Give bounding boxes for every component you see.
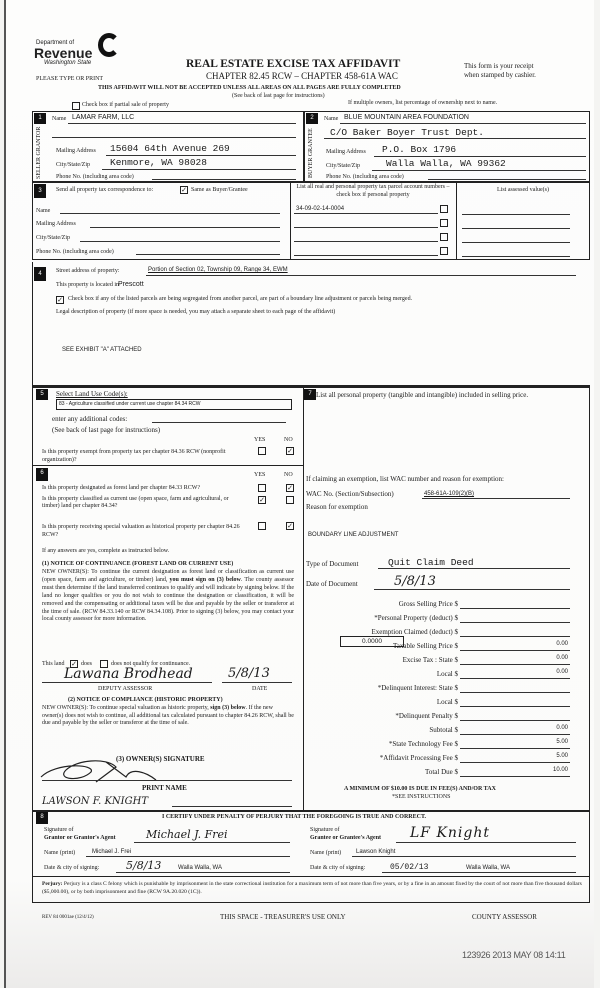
- fee-value[interactable]: 0.00: [556, 641, 568, 647]
- same-as-buyer-checkbox[interactable]: ✓: [181, 186, 187, 194]
- buyer-city[interactable]: Walla Walla, WA 99362: [386, 158, 506, 169]
- fee-value[interactable]: 0.00: [556, 655, 568, 661]
- notice-continuance-text: NEW OWNER(S): To continue the current designation as forest land or classification as current use (open space, farm and agriculture, or timber) land, you must sign on (3) below. The county assessor must then determine if the land transferred continues to qualify and will indicate by signing below. If the land no longer qualifies or you do not wish to continue the designation or classification, it will be removed and the compensating or additional taxes will be due and payable by the seller or transferor at the time of sale. (RCW 84.33.140 or RCW 84.34.108). Prior to signing (3) below, you may contact your local county assessor for more information.: [42, 569, 295, 623]
- segregated-checkbox[interactable]: ✓: [57, 296, 63, 304]
- fee-label: Excise Tax : State $: [402, 656, 458, 664]
- personal-property-checkbox[interactable]: [440, 205, 448, 213]
- exempt-yes-checkbox[interactable]: [258, 447, 266, 455]
- current-use-no-checkbox[interactable]: [286, 496, 294, 504]
- fee-label: Gross Selling Price $: [398, 600, 458, 608]
- grantee-signature: LF Knight: [410, 825, 491, 841]
- historic-no-checkbox[interactable]: ✓: [287, 522, 293, 530]
- fee-label: *Delinquent Interest: State $: [377, 684, 458, 692]
- personal-property-checkbox[interactable]: [440, 233, 448, 241]
- perjury-notice: Perjury: Perjury is a class C felony which is punishable by imprisonment in the state correctional institution for a maximum term of not more than five years, or by a fine in an amount fixed by the court of not more than five thousand dollars ($5,000.00), or by both imprisonment and fine (RCW 9A.20.020 (1C)).: [42, 881, 582, 895]
- personal-property-checkbox[interactable]: [440, 219, 448, 227]
- assessor-signature: Lawana Brodhead: [64, 666, 193, 682]
- property-section: [32, 262, 590, 386]
- cashier-stamp: 123926 2013 MAY 08 14:11: [462, 950, 566, 960]
- fee-value[interactable]: 5.00: [556, 753, 568, 759]
- fee-label: *Personal Property (deduct) $: [374, 614, 458, 622]
- seller-name[interactable]: LAMAR FARM, LLC: [72, 114, 135, 121]
- grantee-sign-city[interactable]: Walla Walla, WA: [466, 865, 511, 871]
- partial-sale-checkbox[interactable]: [72, 102, 80, 110]
- exempt-no-checkbox[interactable]: ✓: [287, 447, 293, 455]
- fee-label: *Delinquent Penalty $: [395, 712, 458, 720]
- form-title: REAL ESTATE EXCISE TAX AFFIDAVIT: [186, 58, 401, 70]
- buyer-mailing[interactable]: P.O. Box 1796: [382, 144, 457, 155]
- seller-city[interactable]: Kenmore, WA 98028: [110, 157, 207, 168]
- legal-description[interactable]: SEE EXHIBIT "A" ATTACHED: [62, 347, 142, 353]
- assessor-date: 5/8/13: [228, 666, 270, 681]
- fee-label: *Affidavit Processing Fee $: [379, 754, 458, 762]
- affidavit-page: Department of Revenue Washington State REAL ESTATE EXCISE TAX AFFIDAVIT CHAPTER 82.45 RCW – CHAPTER 458-61A WAC This form is your receipt when stamped by cashier. PLEASE TYPE OR PRINT THIS AFFIDAVIT WILL NOT BE ACCEPTED UNLESS ALL AREAS ON ALL PAGES ARE FULLY COMPLETED (See back of last page for instructions) Check box if partial sale of property If multiple owners, list percentage of ownership next to name. 1 SELLER GRANTOR Name LAMAR FARM, LLC Mailing Address 15604 64th Avenue 269 City/State/Zip Kenmore, WA 98028 Phone No. (including area code) 2 BUYER GRANTEE Name BLUE MOUNTAIN AREA FOUNDATION C/O Baker Boyer Trust Dept. Mailing Address P.O. Box 1796 City/State/Zip Walla Walla, WA 99362 Phone No. (including area code) 3 Send all property tax correspondence to: ✓ Same as Buyer/Grantee Name Mailing Address City/State/Zip Phone No. (including area code) List all real and personal property tax parcel account numbers – check box if personal property List assessed value(s) 34-09-02-14-0004 4 Street address of property: Portion of Section 02, Township 09, Range 34, EWM This property is located in Prescott ✓ Check box if any of the listed parcels are being segregated from another parcel, are part of a boundary line adjustment or parcels being merged. Legal description of property (if more space is needed, you may attach a separate sheet to each page of the affidavit) SEE EXHIBIT "A" ATTACHED 5 Select Land Use Code(s): 83 - Agriculture classified under current use chapter 84.34 RCW enter any additional codes: (See back of last page for instructions) YES NO Is this property exempt from property tax per chapter 84.36 RCW (nonprofit organization)? ✓ 6 YES NO Is this property designated as forest land per chapter 84.33 RCW? ✓ Is this property classified as current use (open space, farm and agricultural, or timber) land per chapter 84.34? ✓ Is this property receiving special valuation as historical property per chapter 84.26 RCW? ✓ If any answers are yes, complete as instructed below. (1) NOTICE OF CONTINUANCE (FOREST LAND OR CURRENT USE) NEW OWNER(S): To continue the current designation as forest land or classification as current use (open space, farm and agriculture, or timber) land, you must sign on (3) below. The county assessor must then determine if the land transferred continues to qualify and will indicate by signing below. If the land no longer qualifies or you do not wish to continue the designation or classification, it will be removed and the compensating or additional taxes will be due and payable by the seller or transferor at the time of sale. (RCW 84.33.140 or RCW 84.34.108). Prior to signing (3) below, you may contact your local county assessor for more information. This land ✓ does does not qualify for continuance. Lawana Brodhead 5/8/13 DEPUTY ASSESSOR DATE (2) NOTICE OF COMPLIANCE (HISTORIC PROPERTY) NEW OWNER(S): To continue special valuation as historic property, sign (3) below. If the new owner(s) does not wish to continue, all additional tax calculated pursuant to chapter 84.26 RCW, shall be due and payable by the seller or transferor at the time of sale. (3) OWNER(S) SIGNATURE PRINT NAME LAWSON F. KNIGHT 7 List all personal property (tangible and intangible) included in selling price. If claiming an exemption, list WAC number and reason for exemption: WAC No. (Section/Subsection) 458-61A-109(2)(B) Reason for exemption BOUNDARY LINE ADJUSTMENT Type of Document Quit Claim Deed Date of Document 5/8/13 0.0000 Gross Selling Price $ *Personal Property (deduct) $ Exemption Claimed (deduct) $ Taxable Selling Price $ 0.00 Excise Tax : State $ 0.00 Local $ 0.00 *Delinquent Interest: State $ Local $ *Delinquent Penalty $ Subtotal $ 0.00 *State Technology Fee $ 5.00 *Affidavit Processing Fee $ 5.00 Total Due $ 10.00 A MINIMUM OF $10.00 IS DUE IN FEE(S) AND/OR TAX *SEE INSTRUCTIONS 8 I CERTIFY UNDER PENALTY OF PERJURY THAT THE FOREGOING IS TRUE AND CORRECT. Signature of Grantor or Grantor's Agent Michael J. Frei Name (print) Michael J. Frei Date & city of signing: 5/8/13 Walla Walla, WA Signature of Grantee or Grantee's Agent LF Knight Name (print) Lawson Knight Date & city of signing: 05/02/13 Walla Walla, WA Perjury: Perjury is a class C felony which is punishable by imprisonment in the state correctional institution for a maximum term of not more than five years, or by a fine in an amount fixed by the court of not more than five thousand dollars ($5,000.00), or by both imprisonment and fine (RCW 9A.20.020 (1C)). REV 84 0001ae (12/4/12) THIS SPACE - TREASURER'S USE ONLY COUNTY ASSESSOR 123926 2013 MAY 08 14:11: [4, 0, 594, 988]
- street-address[interactable]: Portion of Section 02, Township 09, Range 34, EWM: [148, 267, 288, 273]
- fee-value[interactable]: 5.00: [556, 739, 568, 745]
- document-date[interactable]: 5/8/13: [394, 574, 436, 589]
- local-rate-field[interactable]: 0.0000: [340, 636, 404, 647]
- grantor-print-name[interactable]: Michael J. Frei: [92, 849, 132, 855]
- current-use-yes-checkbox[interactable]: ✓: [259, 496, 265, 504]
- seller-mailing[interactable]: 15604 64th Avenue 269: [110, 143, 230, 154]
- exemption-reason[interactable]: BOUNDARY LINE ADJUSTMENT: [308, 532, 399, 538]
- fee-value[interactable]: 10.00: [552, 767, 568, 773]
- fee-label: Taxable Selling Price $: [392, 642, 458, 650]
- fee-value[interactable]: 0.00: [556, 725, 568, 731]
- wac-number[interactable]: 458-61A-109(2)(B): [424, 491, 475, 497]
- grantee-sign-date[interactable]: 05/02/13: [390, 863, 429, 872]
- qualifies-checkbox[interactable]: ✓: [71, 660, 77, 668]
- forest-yes-checkbox[interactable]: [258, 484, 266, 492]
- grantee-print-name[interactable]: Lawson Knight: [356, 849, 396, 855]
- document-type[interactable]: Quit Claim Deed: [388, 557, 474, 568]
- fee-label: Local $: [436, 670, 458, 678]
- notice-compliance-text: NEW OWNER(S): To continue special valuation as historic property, sign (3) below. If the new owner(s) does not wish to continue, all additional tax calculated pursuant to chapter 84.26 RCW, shall be due and payable by the seller or transferor at the time of sale.: [42, 705, 294, 726]
- grantor-sign-date[interactable]: 5/8/13: [126, 859, 162, 872]
- land-use-code-select[interactable]: 83 - Agriculture classified under current use chapter 84.34 RCW: [56, 399, 292, 410]
- owner-print-name: LAWSON F. KNIGHT: [42, 796, 149, 807]
- buyer-name[interactable]: BLUE MOUNTAIN AREA FOUNDATION: [344, 114, 469, 121]
- parcel-number[interactable]: 34-09-02-14-0004: [296, 206, 345, 212]
- buyer-name-2[interactable]: C/O Baker Boyer Trust Dept.: [330, 127, 484, 138]
- property-location[interactable]: Prescott: [118, 281, 144, 288]
- fee-value[interactable]: 0.00: [556, 669, 568, 675]
- fee-label: Local $: [436, 698, 458, 706]
- historic-yes-checkbox[interactable]: [258, 522, 266, 530]
- fee-label: Total Due $: [425, 768, 458, 776]
- fee-label: *State Technology Fee $: [388, 740, 458, 748]
- fee-label: Subtotal $: [429, 726, 458, 734]
- grantor-signature: Michael J. Frei: [146, 828, 228, 841]
- fee-label: Exemption Claimed (deduct) $: [371, 628, 458, 636]
- personal-property-checkbox[interactable]: [440, 247, 448, 255]
- logo-mark-icon: [98, 33, 120, 57]
- grantor-sign-city[interactable]: Walla Walla, WA: [178, 865, 223, 871]
- forest-no-checkbox[interactable]: ✓: [287, 484, 293, 492]
